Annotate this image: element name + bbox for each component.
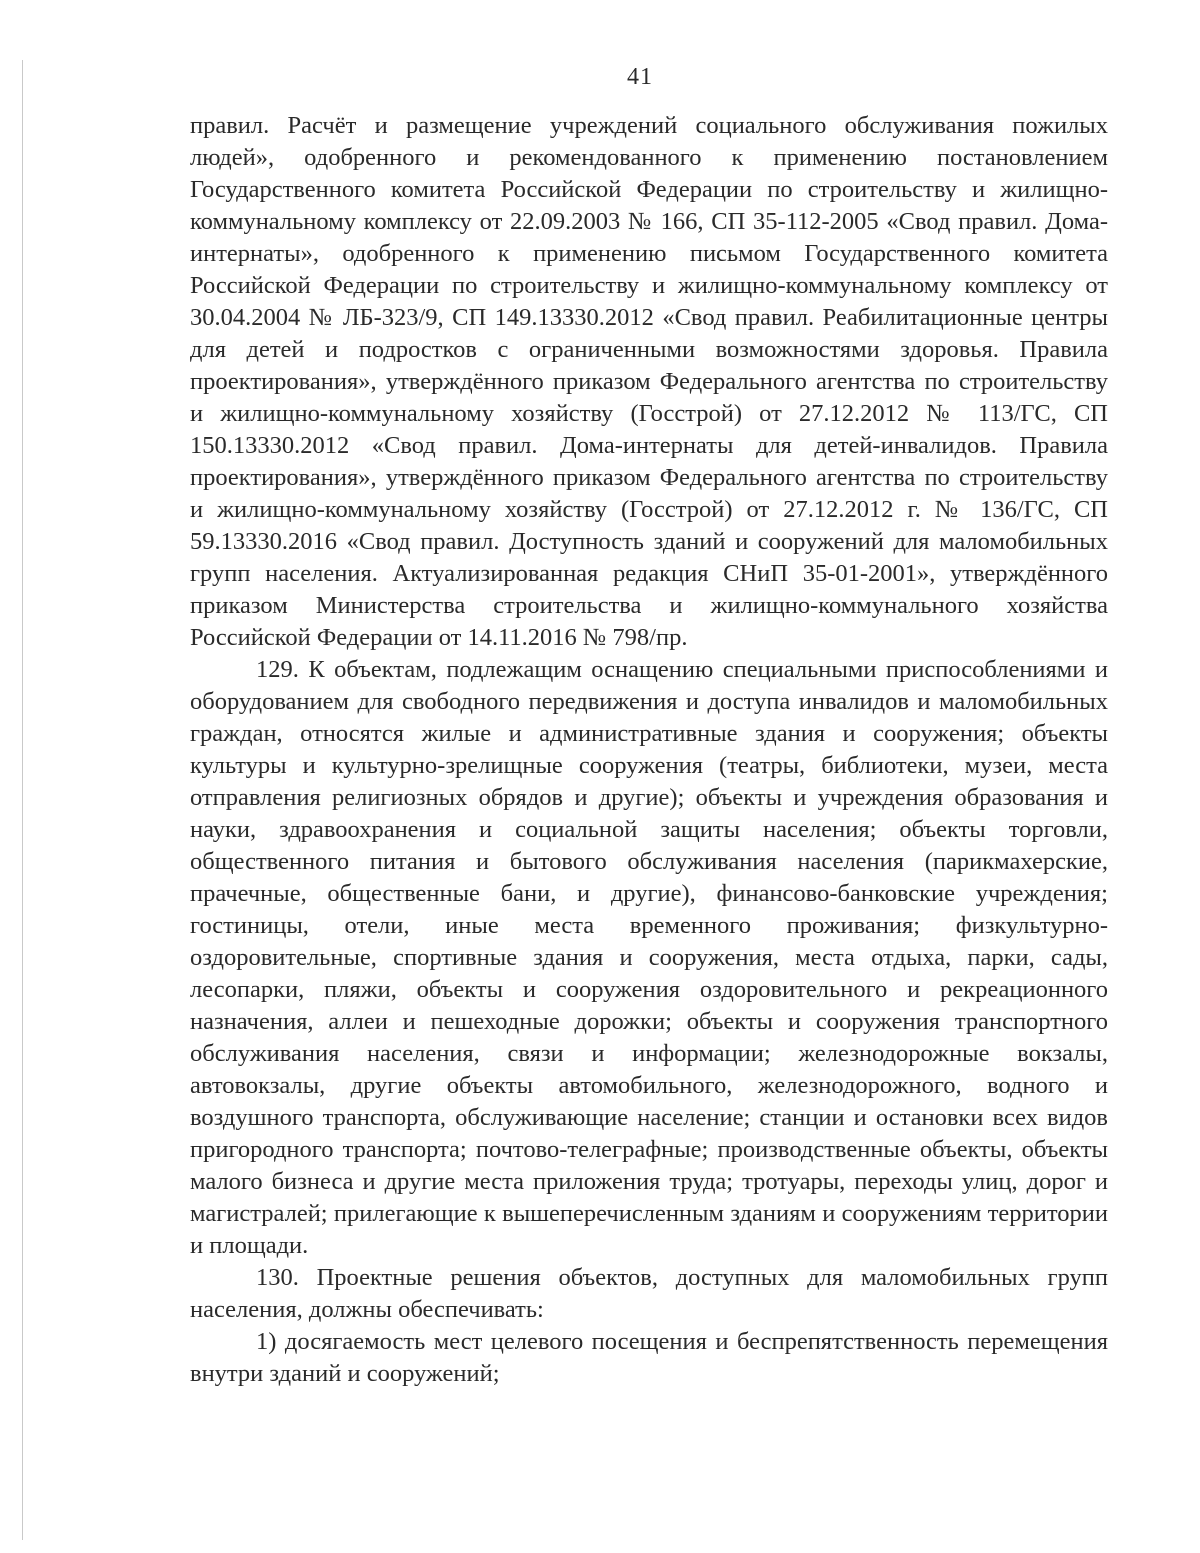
paragraph-item-129: 129. К объектам, подлежащим оснащению специальными приспособлениями и оборудованием для свободного передвижения и доступа инвалидов и маломобильных граждан, относятся жилые и административные здания и сооружения; объекты культуры и культурно-зрелищные сооружения (театры, библиотеки, музеи, места отправления религиозных обрядов и другие); объекты и учреждения образования и науки, здравоохранения и социальной защиты населения; объекты торговли, общественного питания и бытового обслуживания населения (парикмахерские, прачечные, общественные бани, и другие), финансово-банковские учреждения; гостиницы, отели, иные места временного проживания; физкультурно-оздоровительные, спортивные здания и сооружения, места отдыха, парки, сады, лесопарки, пляжи, объекты и сооружения оздоровительного и рекреационного назначения, аллеи и пешеходные дорожки; объекты и сооружения транспортного обслуживания населения, связи и информации; железнодорожные вокзалы, автовокзалы, другие объекты автомобильного, железнодорожного, водного и воздушного транспорта, обслуживающие население; станции и остановки всех видов пригородного транспорта; почтово-телеграфные; производственные объекты, объекты малого бизнеса и другие места приложения труда; тротуары, переходы улиц, дорог и магистралей; прилегающие к вышеперечисленным зданиям и сооружениям территории и площади.: [190, 656, 1108, 1259]
body-text: [190, 110, 1108, 1390]
paragraph-subitem-1: 1) досягаемость мест целевого посещения и беспрепятственность перемещения внутри зданий и сооружений;: [190, 1328, 1108, 1387]
scan-edge-line: [22, 60, 23, 1540]
paragraph-continuation: правил. Расчёт и размещение учреждений социального обслуживания пожилых людей», одобренного и рекомендованного к применению постановлением Государственного комитета Российской Федерации по строительству и жилищно-коммунальному комплексу от 22.09.2003 № 166, СП 35-112-2005 «Свод правил. Дома-интернаты», одобренного к применению письмом Государственного комитета Российской Федерации по строительству и жилищно-коммунальному комплексу от 30.04.2004 № ЛБ-323/9, СП 149.13330.2012 «Свод правил. Реабилитационные центры для детей и подростков с ограниченными возможностями здоровья. Правила проектирования», утверждённого приказом Федерального агентства по строительству и жилищно-коммунальному хозяйству (Госстрой) от 27.12.2012 № 113/ГС, СП 150.13330.2012 «Свод правил. Дома-интернаты для детей-инвалидов. Правила проектирования», утверждённого приказом Федерального агентства по строительству и жилищно-коммунальному хозяйству (Госстрой) от 27.12.2012 г. № 136/ГС, СП 59.13330.2016 «Свод правил. Доступность зданий и сооружений для маломобильных групп населения. Актуализированная редакция СНиП 35-01-2001», утверждённого приказом Министерства строительства и жилищно-коммунального хозяйства Российской Федерации от 14.11.2016 № 798/пр.: [190, 112, 1108, 651]
page-number: 41: [627, 64, 653, 90]
paragraph-item-130: 130. Проектные решения объектов, доступных для маломобильных групп населения, должны обеспечивать:: [190, 1264, 1108, 1323]
